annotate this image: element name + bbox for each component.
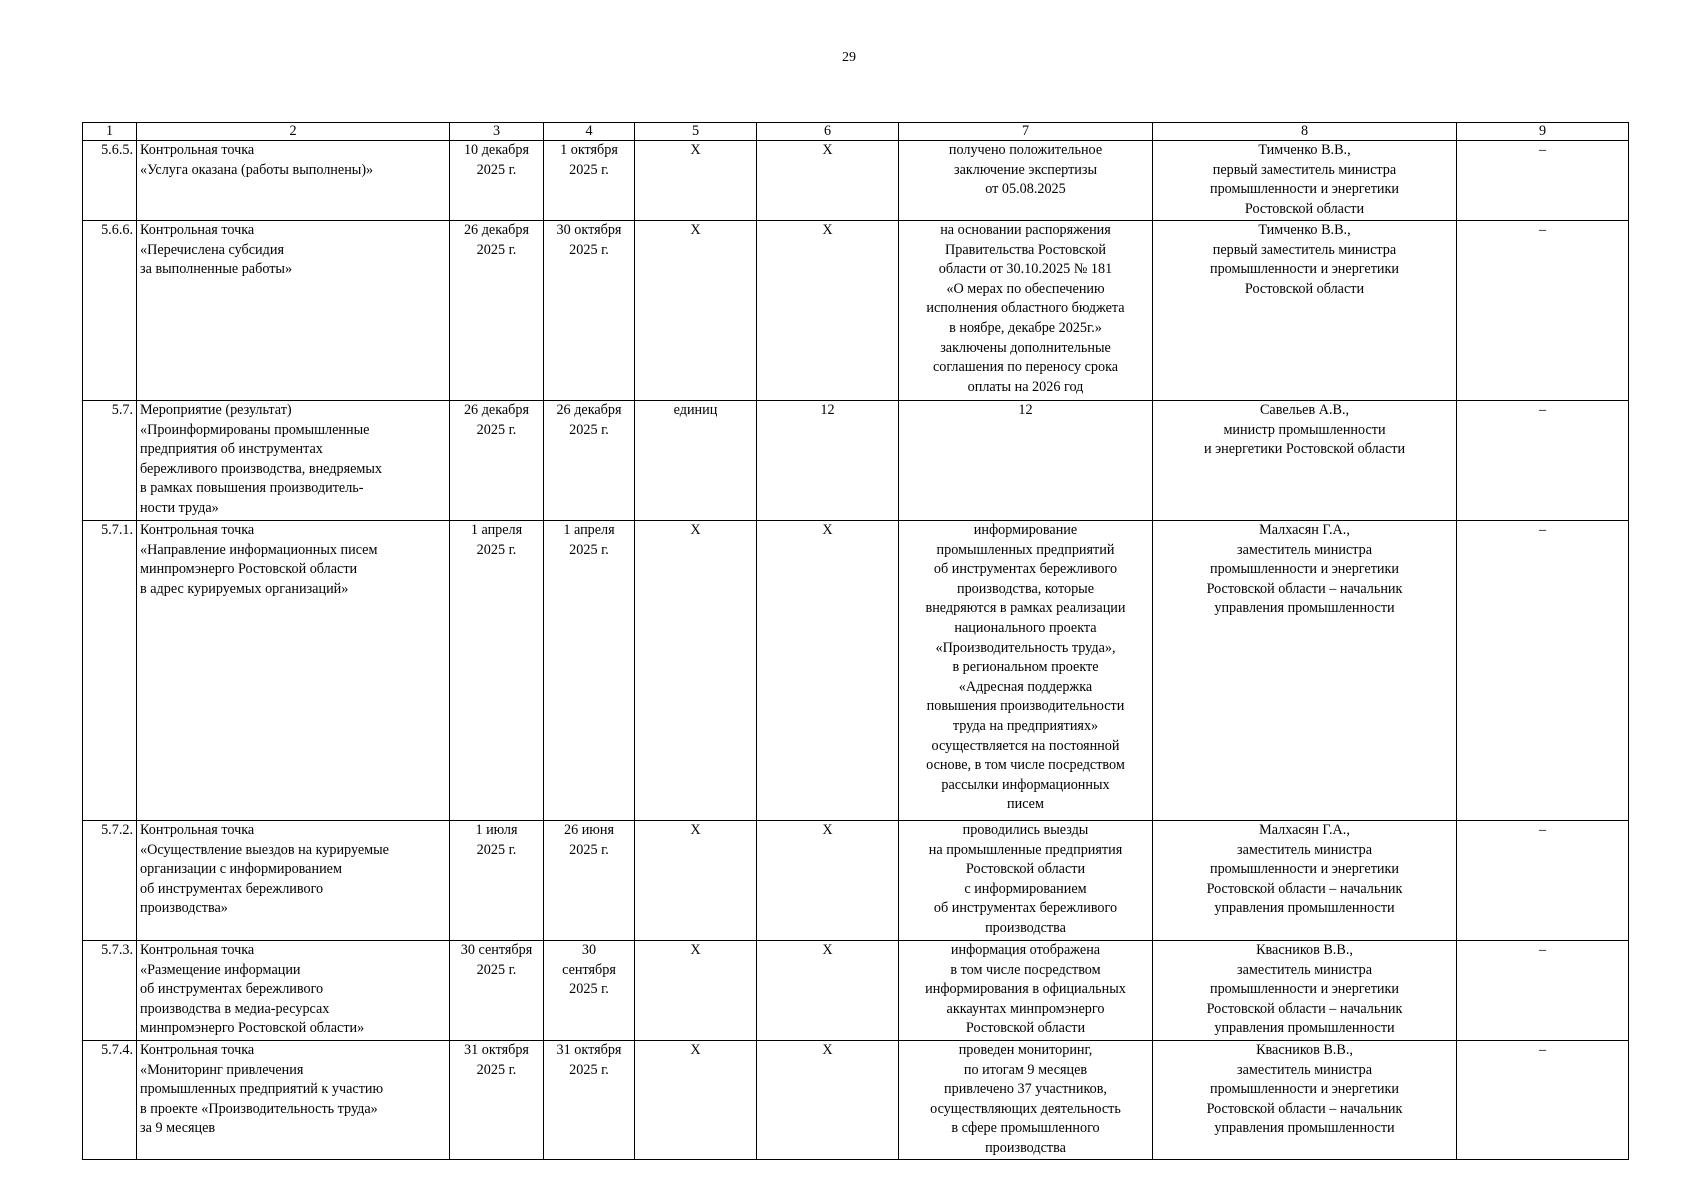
table-row	[83, 1041, 1629, 1160]
row-name: Контрольная точка «Перечислена субсидия за выполненные работы»	[137, 221, 450, 401]
row-note: –	[1457, 821, 1629, 941]
row-name: Контрольная точка «Направление информационных писем минпромэнерго Ростовской области в адрес курируемых организаций»	[137, 521, 450, 821]
header-col-2: 2	[137, 123, 450, 141]
row-value: X	[757, 521, 899, 821]
header-col-7: 7	[899, 123, 1153, 141]
row-responsible: Малхасян Г.А., заместитель министра промышленности и энергетики Ростовской области – начальник управления промышленности	[1153, 821, 1457, 941]
header-col-1: 1	[83, 123, 137, 141]
row-status: проведен мониторинг, по итогам 9 месяцев привлечено 37 участников, осуществляющих деятельность в сфере промышленного производства	[899, 1041, 1153, 1160]
row-status: получено положительное заключение экспертизы от 05.08.2025	[899, 141, 1153, 221]
row-responsible: Квасников В.В., заместитель министра промышленности и энергетики Ростовской области – начальник управления промышленности	[1153, 1041, 1457, 1160]
row-value: X	[757, 941, 899, 1041]
row-number: 5.6.5.	[83, 141, 137, 221]
row-fact-date: 1 апреля 2025 г.	[544, 521, 635, 821]
row-unit: X	[635, 941, 757, 1041]
header-col-8: 8	[1153, 123, 1457, 141]
row-plan-date: 31 октября 2025 г.	[450, 1041, 544, 1160]
row-value: X	[757, 821, 899, 941]
row-number: 5.7.2.	[83, 821, 137, 941]
row-fact-date: 26 декабря 2025 г.	[544, 401, 635, 521]
header-col-4: 4	[544, 123, 635, 141]
row-number: 5.7.1.	[83, 521, 137, 821]
row-responsible: Савельев А.В., министр промышленности и энергетики Ростовской области	[1153, 401, 1457, 521]
row-number: 5.7.4.	[83, 1041, 137, 1160]
report-table	[82, 122, 1629, 1160]
table-row	[83, 941, 1629, 1041]
row-name: Контрольная точка «Мониторинг привлечения промышленных предприятий к участию в проекте «Производительность труда» за 9 месяцев	[137, 1041, 450, 1160]
row-unit: X	[635, 821, 757, 941]
table-row	[83, 221, 1629, 401]
row-responsible: Тимченко В.В., первый заместитель министра промышленности и энергетики Ростовской области	[1153, 141, 1457, 221]
header-col-5: 5	[635, 123, 757, 141]
row-status: проводились выезды на промышленные предприятия Ростовской области с информированием об инструментах бережливого производства	[899, 821, 1153, 941]
row-unit: X	[635, 1041, 757, 1160]
row-note: –	[1457, 221, 1629, 401]
row-note: –	[1457, 941, 1629, 1041]
row-value: X	[757, 1041, 899, 1160]
row-plan-date: 26 декабря 2025 г.	[450, 221, 544, 401]
row-note: –	[1457, 141, 1629, 221]
header-col-9: 9	[1457, 123, 1629, 141]
row-status: на основании распоряжения Правительства Ростовской области от 30.10.2025 № 181 «О мерах по обеспечению исполнения областного бюджета в ноябре, декабре 2025г.» заключены дополнительные соглашения по переносу срока оплаты на 2026 год	[899, 221, 1153, 401]
row-note: –	[1457, 401, 1629, 521]
row-value: X	[757, 141, 899, 221]
row-name: Контрольная точка «Услуга оказана (работы выполнены)»	[137, 141, 450, 221]
row-unit: X	[635, 221, 757, 401]
table-row	[83, 821, 1629, 941]
row-responsible: Тимченко В.В., первый заместитель министра промышленности и энергетики Ростовской области	[1153, 221, 1457, 401]
row-plan-date: 26 декабря 2025 г.	[450, 401, 544, 521]
row-unit: X	[635, 141, 757, 221]
row-status: 12	[899, 401, 1153, 521]
row-note: –	[1457, 521, 1629, 821]
row-unit: единиц	[635, 401, 757, 521]
row-number: 5.7.	[83, 401, 137, 521]
row-name: Мероприятие (результат) «Проинформированы промышленные предприятия об инструментах бережливого производства, внедряемых в рамках повышения производитель- ности труда»	[137, 401, 450, 521]
row-status: информирование промышленных предприятий об инструментах бережливого производства, которые внедряются в рамках реализации национального проекта «Производительность труда», в региональном проекте «Адресная поддержка повышения производительности труда на предприятиях» осуществляется на постоянной основе, в том числе посредством рассылки информационных писем	[899, 521, 1153, 821]
row-name: Контрольная точка «Размещение информации об инструментах бережливого производства в медиа-ресурсах минпромэнерго Ростовской области»	[137, 941, 450, 1041]
header-col-6: 6	[757, 123, 899, 141]
row-responsible: Квасников В.В., заместитель министра промышленности и энергетики Ростовской области – начальник управления промышленности	[1153, 941, 1457, 1041]
header-col-3: 3	[450, 123, 544, 141]
row-plan-date: 30 сентября 2025 г.	[450, 941, 544, 1041]
row-number: 5.7.3.	[83, 941, 137, 1041]
row-unit: X	[635, 521, 757, 821]
row-fact-date: 31 октября 2025 г.	[544, 1041, 635, 1160]
row-value: 12	[757, 401, 899, 521]
page-number: 29	[842, 50, 856, 65]
row-number: 5.6.6.	[83, 221, 137, 401]
row-plan-date: 10 декабря 2025 г.	[450, 141, 544, 221]
row-note: –	[1457, 1041, 1629, 1160]
row-status: информация отображена в том числе посредством информирования в официальных аккаунтах минпромэнерго Ростовской области	[899, 941, 1153, 1041]
row-fact-date: 26 июня 2025 г.	[544, 821, 635, 941]
row-fact-date: 30 октября 2025 г.	[544, 221, 635, 401]
row-plan-date: 1 апреля 2025 г.	[450, 521, 544, 821]
row-fact-date: 1 октября 2025 г.	[544, 141, 635, 221]
table-row	[83, 521, 1629, 821]
row-plan-date: 1 июля 2025 г.	[450, 821, 544, 941]
row-value: X	[757, 221, 899, 401]
table-row	[83, 401, 1629, 521]
row-name: Контрольная точка «Осуществление выездов на курируемые организации с информированием об инструментах бережливого производства»	[137, 821, 450, 941]
table-row	[83, 141, 1629, 221]
header-row	[83, 123, 1629, 141]
row-fact-date: 30 сентября 2025 г.	[544, 941, 635, 1041]
row-responsible: Малхасян Г.А., заместитель министра промышленности и энергетики Ростовской области – начальник управления промышленности	[1153, 521, 1457, 821]
